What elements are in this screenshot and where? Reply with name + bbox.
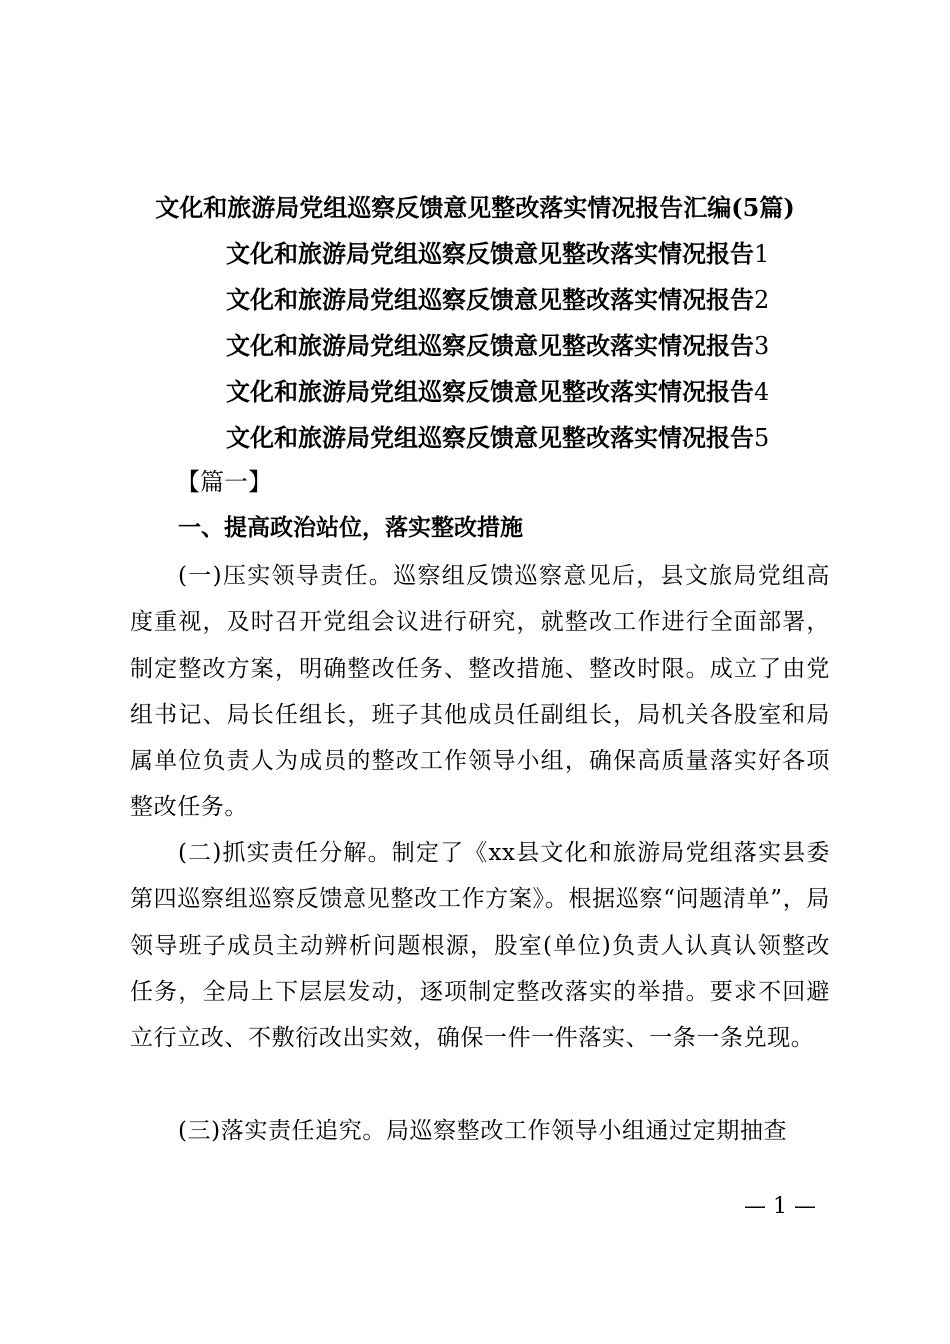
toc-item-text: 文化和旅游局党组巡察反馈意见整改落实情况报告 bbox=[226, 377, 754, 406]
toc-item-number: 2 bbox=[754, 286, 770, 314]
toc-item-number: 3 bbox=[754, 332, 770, 360]
toc-item-2 bbox=[226, 284, 826, 330]
toc-item-number: 5 bbox=[754, 424, 770, 452]
document-title: 文化和旅游局党组巡察反馈意见整改落实情况报告汇编(5篇) bbox=[155, 193, 795, 222]
page-number: — 1 — bbox=[744, 1194, 816, 1219]
toc-item-5 bbox=[226, 422, 826, 468]
section-heading: 一、提高政治站位，落实整改措施 bbox=[178, 515, 523, 541]
table-of-contents bbox=[226, 238, 826, 468]
toc-item-number: 4 bbox=[754, 378, 770, 406]
toc-item-text: 文化和旅游局党组巡察反馈意见整改落实情况报告 bbox=[226, 285, 754, 314]
toc-item-text: 文化和旅游局党组巡察反馈意见整改落实情况报告 bbox=[226, 331, 754, 360]
toc-item-3 bbox=[226, 330, 826, 376]
body-paragraph: (三)落实责任追究。局巡察整改工作领导小组通过定期抽查 bbox=[178, 1118, 788, 1144]
toc-item-text: 文化和旅游局党组巡察反馈意见整改落实情况报告 bbox=[226, 239, 754, 268]
toc-item-4 bbox=[226, 376, 826, 422]
body-paragraph: (一)压实领导责任。巡察组反馈巡察意见后，县文旅局党组高度重视，及时召开党组会议进行研究，就整改工作进行全面部署，制定整改方案，明确整改任务、整改措施、整改时限。成立了由党组书记、局长任组长，班子其他成员任副组长，局机关各股室和局属单位负责人为成员的整改工作领导小组，确保高质量落实好各项整改任务。 bbox=[130, 563, 830, 821]
toc-item-text: 文化和旅游局党组巡察反馈意见整改落实情况报告 bbox=[226, 423, 754, 452]
section-label: 【篇一】 bbox=[176, 468, 272, 496]
toc-item-number: 1 bbox=[754, 240, 770, 268]
body-paragraph: (二)抓实责任分解。制定了《xx县文化和旅游局党组落实县委第四巡察组巡察反馈意见整改工作方案》。根据巡察“问题清单”，局领导班子成员主动辨析问题根源，股室(单位)负责人认真认领整改任务，全局上下层层发动，逐项制定整改落实的举措。要求不回避立行立改、不敷衍改出实效，确保一件一件落实、一条一条兑现。 bbox=[130, 840, 830, 1052]
toc-item-1 bbox=[226, 238, 826, 284]
